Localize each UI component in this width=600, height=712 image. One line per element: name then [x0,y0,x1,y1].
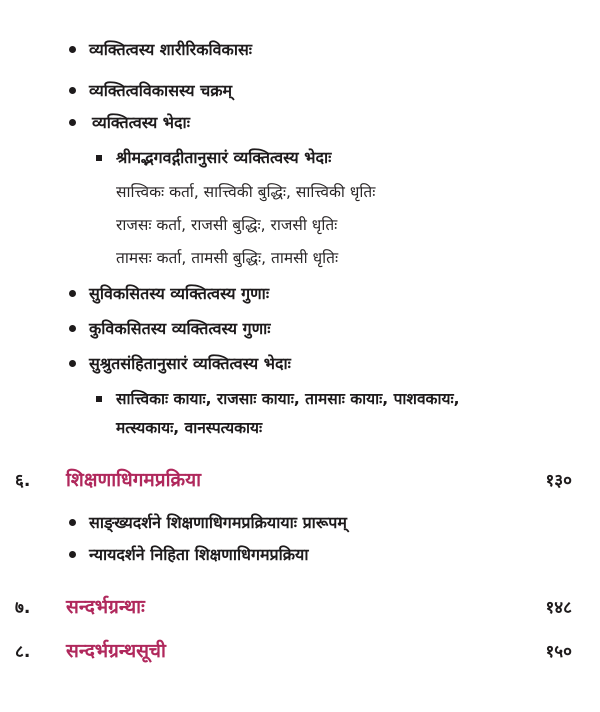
square-bullet-icon [96,396,102,402]
toc-subline-tamasa: तामसः कर्ता, तामसी बुद्धिः, तामसी धृतिः [116,249,339,267]
toc-subitem-kaya-types-line1: सात्त्विकाः कायाः, राजसाः कायाः, तामसाः कायाः, पाशवकायः, [116,390,460,408]
toc-item-good-qualities: सुविकसितस्य व्यक्तित्वस्य गुणाः [89,284,270,303]
toc-subline-rajasa: राजसः कर्ता, राजसी बुद्धिः, राजसी धृतिः [116,216,338,234]
toc-item-personality-cycle: व्यक्तित्वविकासस्य चक्रम् [89,81,233,100]
bullet-icon [69,119,76,126]
chapter-number: ८. [15,642,31,662]
chapter-page-number: १५० [545,642,572,662]
square-bullet-icon [96,155,102,161]
bullet-icon [69,325,76,332]
toc-item-bad-qualities: कुविकसितस्य व्यक्तित्वस्य गुणाः [89,319,271,338]
toc-subitem-gita-types: श्रीमद्भगवद्गीतानुसारं व्यक्तित्वस्य भेदाः [116,148,332,167]
bullet-icon [69,46,76,53]
bullet-icon [69,551,76,558]
chapter-number: ७. [15,598,31,618]
chapter-title: शिक्षणाधिगमप्रक्रिया [66,469,202,491]
toc-item-physical-development: व्यक्तित्वस्य शारीरिकविकासः [89,40,253,59]
bullet-icon [69,87,76,94]
chapter-page-number: १३० [545,471,572,491]
bullet-icon [69,360,76,367]
bullet-icon [69,290,76,297]
chapter-number: ६. [15,471,31,491]
toc-subitem-kaya-types-line2: मत्स्यकायः, वानस्पत्यकायः [116,419,263,437]
chapter-page-number: १४८ [545,598,572,618]
toc-item-sankhya-model: साङ्ख्यदर्शने शिक्षणाधिगमप्रक्रियायाः प्रारूपम् [89,513,347,532]
chapter-title: सन्दर्भग्रन्थाः [66,596,145,618]
chapter-title: सन्दर्भग्रन्थसूची [66,640,166,662]
toc-item-sushruta-types: सुश्रुतसंहितानुसारं व्यक्तित्वस्य भेदाः [89,354,291,373]
toc-subline-sattvika: सात्त्विकः कर्ता, सात्त्विकी बुद्धिः, सात्त्विकी धृतिः [116,183,376,201]
toc-item-personality-types: व्यक्तित्वस्य भेदाः [92,113,190,132]
toc-item-nyaya-process: न्यायदर्शने निहिता शिक्षणाधिगमप्रक्रिया [89,545,309,564]
bullet-icon [69,519,76,526]
